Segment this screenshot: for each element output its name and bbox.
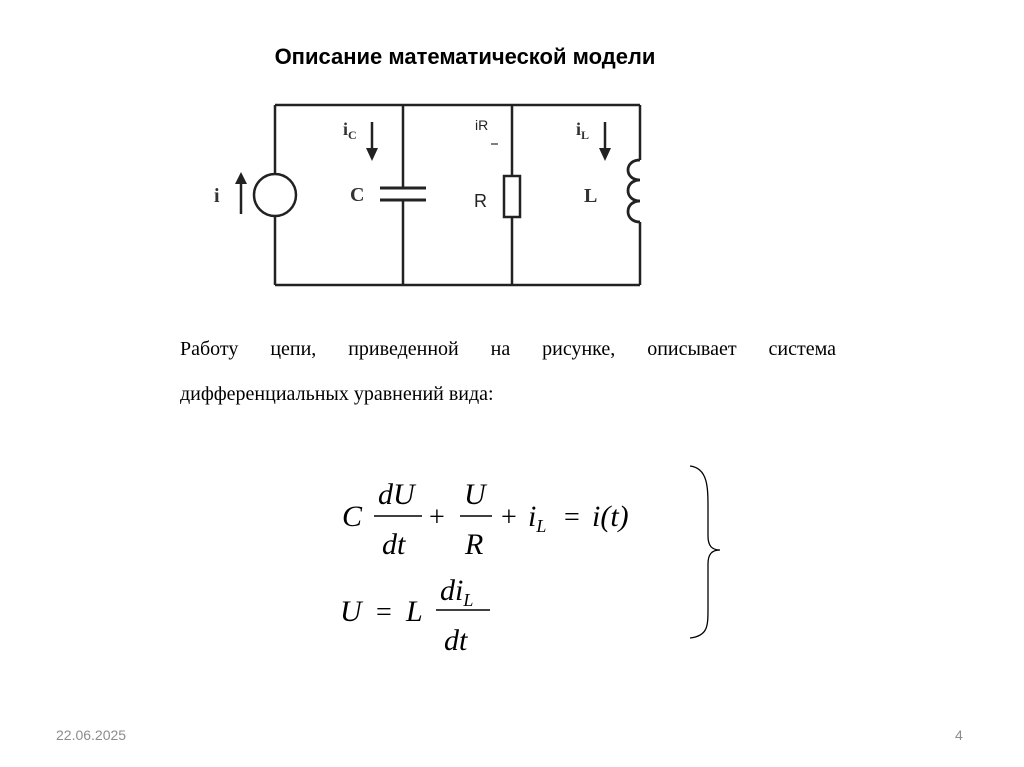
capacitor-label: C	[350, 184, 365, 206]
slide-title: Описание математической модели	[274, 44, 656, 69]
circuit-diagram	[200, 90, 660, 300]
source-label: i	[214, 185, 220, 207]
eq2-denominator: dt	[444, 624, 468, 657]
system-brace	[690, 466, 720, 638]
current-source-symbol	[254, 174, 296, 216]
eq2-coefficient: L	[406, 595, 423, 628]
inductor-label: L	[584, 185, 598, 207]
eq1-plus-1: +	[429, 502, 445, 533]
inductor-current-label: $i_L$	[576, 119, 590, 142]
eq2-equals: =	[376, 597, 392, 628]
description-line-1: Работу цепи, приведенной на рисунке, описывает система	[180, 338, 836, 360]
slide-page-number: 4	[955, 727, 963, 743]
resistor-symbol	[504, 176, 520, 217]
eq1-fraction1-numerator: dU	[378, 478, 415, 511]
eq2-lhs: U	[340, 595, 362, 628]
eq1-plus-2: +	[501, 502, 517, 533]
eq1-term3: $i_L$	[528, 500, 547, 536]
eq1-rhs: i(t)	[592, 500, 629, 533]
resistor-label: R	[474, 191, 487, 211]
eq2-numerator: $di_L$	[440, 574, 474, 610]
eq1-fraction2-denominator: R	[465, 528, 484, 561]
description-line-2: дифференциальных уравнений вида:	[180, 383, 494, 405]
source-arrow-head	[235, 172, 247, 184]
eq1-fraction1-denominator: dt	[382, 528, 406, 561]
capacitor-current-arrow-head	[366, 148, 378, 161]
eq1-equals: =	[564, 502, 580, 533]
equation-system	[330, 458, 730, 658]
resistor-current-label: iR	[475, 117, 489, 133]
slide-date: 22.06.2025	[56, 727, 127, 743]
inductor-current-arrow-head	[599, 148, 611, 161]
inductor-symbol	[628, 160, 640, 222]
eq1-coefficient: C	[342, 500, 363, 533]
eq1-fraction2-numerator: U	[464, 478, 486, 511]
capacitor-current-label: $i_C$	[343, 119, 357, 142]
